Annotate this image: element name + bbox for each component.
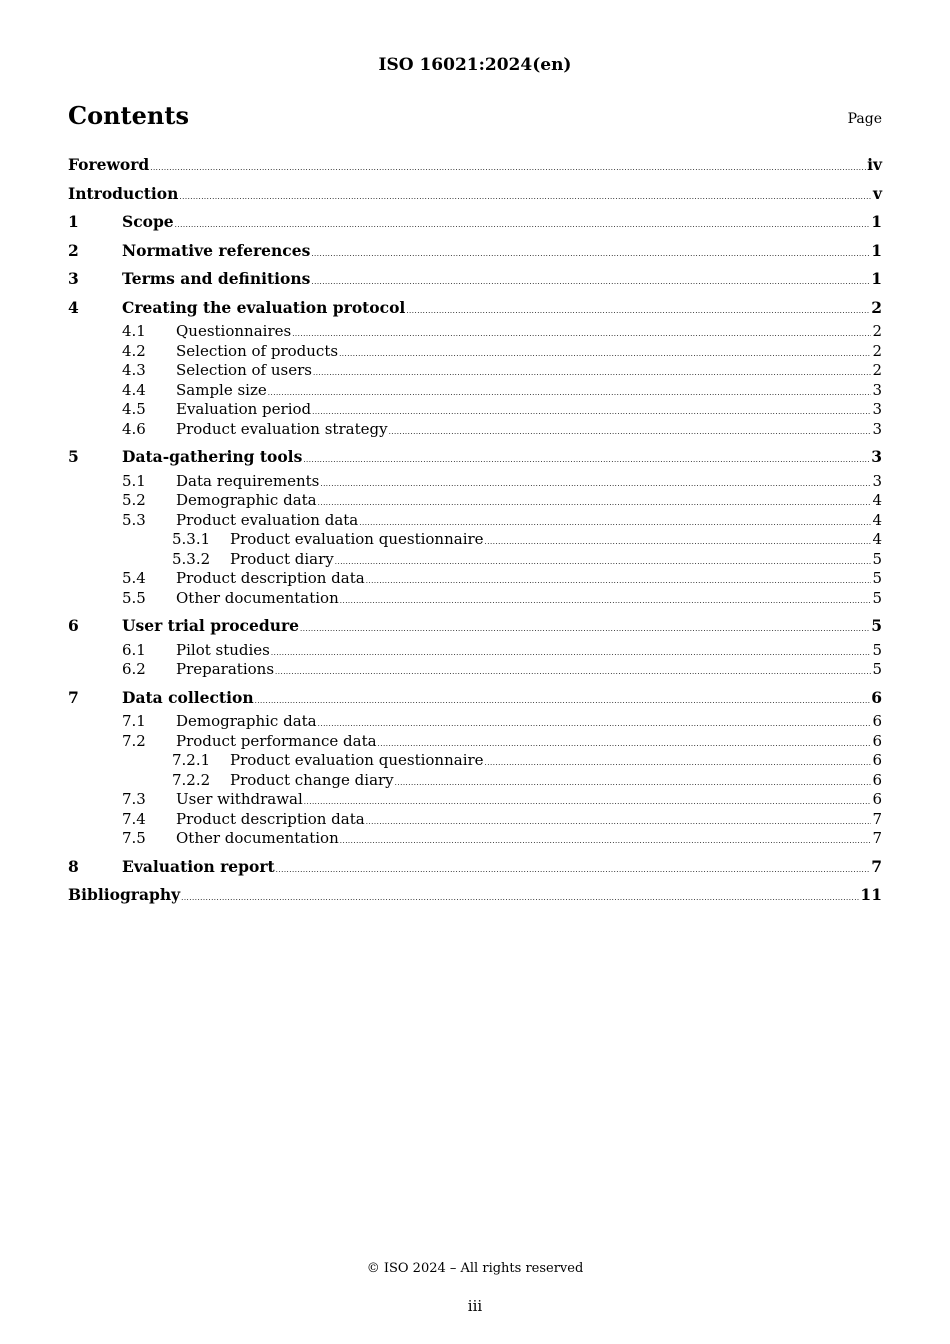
toc-entry-number: 4 xyxy=(68,297,79,317)
toc-entry-page[interactable]: 5 xyxy=(872,569,882,587)
toc-entry[interactable] xyxy=(68,612,882,641)
toc-entry-page[interactable]: 3 xyxy=(872,400,882,418)
dot-leader xyxy=(300,612,870,644)
toc-entry-page[interactable]: 4 xyxy=(872,510,882,529)
toc-entry-label[interactable]: Preparations xyxy=(176,660,275,678)
toc-entry-number: 2 xyxy=(68,240,79,260)
toc-entry[interactable] xyxy=(68,853,882,882)
toc-entry[interactable] xyxy=(68,712,882,732)
toc-entry[interactable] xyxy=(68,790,882,810)
dot-leader xyxy=(311,237,870,269)
toc-entry-label[interactable]: Questionnaires xyxy=(176,322,292,340)
toc-entry-page[interactable]: 7 xyxy=(872,829,882,847)
toc-entry-number: 5 xyxy=(68,447,79,466)
toc-entry-page[interactable]: 5 xyxy=(872,640,882,659)
toc-entry-page[interactable]: 2 xyxy=(872,341,882,360)
dot-leader xyxy=(340,589,872,612)
toc-entry-label[interactable]: Data requirements xyxy=(176,471,320,490)
toc-entry-number: 5.2 xyxy=(122,491,146,509)
toc-entry[interactable] xyxy=(68,342,882,362)
toc-entry-label[interactable]: Creating the evaluation protocol xyxy=(122,297,406,317)
toc-entry-page[interactable]: 2 xyxy=(871,297,882,317)
toc-entry-label[interactable]: Product change diary xyxy=(230,770,394,789)
toc-entry-number: 4.1 xyxy=(122,322,146,340)
toc-entry-number: 5.3.2 xyxy=(172,549,211,568)
toc-entry-label[interactable]: Normative references xyxy=(122,240,311,260)
toc-entry[interactable] xyxy=(68,684,882,713)
toc-entry[interactable] xyxy=(68,660,882,680)
toc-entry-number: 5.5 xyxy=(122,588,146,607)
toc-entry-label[interactable]: Terms and definitions xyxy=(122,269,311,288)
toc-entry[interactable] xyxy=(68,881,882,910)
toc-entry[interactable] xyxy=(68,589,882,609)
toc-entry-page[interactable]: 6 xyxy=(872,770,882,789)
toc-entry-page[interactable]: 6 xyxy=(872,731,882,750)
toc-entry-number: 6 xyxy=(68,616,79,635)
toc-entry[interactable] xyxy=(68,208,882,237)
dot-leader xyxy=(255,684,871,716)
toc-entry[interactable] xyxy=(68,530,882,550)
toc-entry-page[interactable]: 6 xyxy=(871,687,882,707)
toc-entry[interactable] xyxy=(68,361,882,381)
toc-entry-page[interactable]: 3 xyxy=(871,447,882,466)
toc-entry[interactable] xyxy=(68,151,882,180)
toc-entry-label[interactable]: Introduction xyxy=(68,183,179,203)
toc-entry-label[interactable]: Product performance data xyxy=(176,731,377,750)
toc-entry[interactable] xyxy=(68,569,882,589)
toc-entry-label[interactable]: Pilot studies xyxy=(176,640,270,659)
dot-leader xyxy=(406,294,870,326)
toc-entry-page[interactable]: 7 xyxy=(871,856,882,876)
toc-entry-number: 8 xyxy=(68,856,79,876)
toc-entry-number: 4.6 xyxy=(122,419,146,438)
dot-leader xyxy=(389,420,872,443)
toc-entry[interactable] xyxy=(68,810,882,830)
toc-entry-page[interactable]: 2 xyxy=(872,361,882,379)
toc-entry-page[interactable]: 3 xyxy=(872,471,882,490)
toc-entry-number: 1 xyxy=(68,212,79,231)
dot-leader xyxy=(181,881,859,913)
toc-entry-number: 7.2.2 xyxy=(172,770,211,789)
toc-entry-label[interactable]: Data collection xyxy=(122,687,254,707)
toc-entry-number: 7.4 xyxy=(122,809,146,828)
toc-entry-page[interactable]: 11 xyxy=(860,885,882,904)
toc-entry[interactable] xyxy=(68,443,882,472)
copyright-footer: © ISO 2024 – All rights reserved xyxy=(366,1261,584,1276)
toc-entry-page[interactable]: iv xyxy=(867,155,882,174)
toc-entry-page[interactable]: 5 xyxy=(871,616,882,635)
toc-entry-page[interactable]: 4 xyxy=(872,530,882,548)
toc-entry-label[interactable]: Foreword xyxy=(68,155,150,174)
toc-entry-label[interactable]: Other documentation xyxy=(176,829,339,847)
toc-entry[interactable] xyxy=(68,511,882,531)
toc-entry-number: 4.4 xyxy=(122,380,146,399)
page-number: iii xyxy=(467,1297,483,1315)
toc-entry-page[interactable]: 6 xyxy=(872,712,882,730)
table-of-contents xyxy=(68,151,882,910)
toc-entry-label[interactable]: Evaluation report xyxy=(122,856,275,876)
toc-entry-number: 7 xyxy=(68,687,79,707)
toc-entry-label[interactable]: Product evaluation questionnaire xyxy=(230,530,484,548)
toc-entry-label[interactable]: Demographic data xyxy=(176,491,317,509)
toc-entry-label[interactable]: User trial procedure xyxy=(122,616,299,635)
page-column-label: Page xyxy=(847,111,882,127)
toc-entry-page[interactable]: 1 xyxy=(871,212,882,231)
toc-entry[interactable] xyxy=(68,400,882,420)
toc-entry-number: 3 xyxy=(68,269,79,288)
toc-entry[interactable] xyxy=(68,420,882,440)
toc-entry-label[interactable]: Other documentation xyxy=(176,588,339,607)
toc-entry-label[interactable]: Evaluation period xyxy=(176,400,312,418)
dot-leader xyxy=(175,208,871,240)
toc-entry[interactable] xyxy=(68,180,882,209)
toc-entry-label[interactable]: Selection of users xyxy=(176,361,312,379)
toc-entry-number: 5.3 xyxy=(122,510,146,529)
toc-entry-label[interactable]: Scope xyxy=(122,212,174,231)
toc-entry-label[interactable]: Product evaluation data xyxy=(176,510,359,529)
toc-entry-number: 4.5 xyxy=(122,400,146,418)
toc-entry-label[interactable]: Product description data xyxy=(176,569,365,587)
toc-entry-number: 7.2.1 xyxy=(172,751,211,769)
toc-entry[interactable] xyxy=(68,294,882,323)
toc-entry[interactable] xyxy=(68,322,882,342)
toc-entry-number: 7.1 xyxy=(122,712,146,730)
toc-entry-page[interactable]: 1 xyxy=(871,240,882,260)
document-id-header: ISO 16021:2024(en) xyxy=(378,55,572,75)
dot-leader xyxy=(150,151,866,183)
dot-leader xyxy=(311,265,870,297)
toc-entry-page[interactable]: 6 xyxy=(872,751,882,769)
toc-entry[interactable] xyxy=(68,771,882,791)
toc-entry[interactable] xyxy=(68,265,882,294)
toc-entry-page[interactable]: 4 xyxy=(872,491,882,509)
toc-entry-label[interactable]: Demographic data xyxy=(176,712,317,730)
toc-entry-number: 7.2 xyxy=(122,731,146,750)
toc-entry-number: 5.4 xyxy=(122,569,146,587)
dot-leader xyxy=(275,660,871,683)
contents-title: Contents xyxy=(68,101,189,130)
toc-entry-label[interactable]: Product diary xyxy=(230,549,334,568)
toc-entry-label[interactable]: Sample size xyxy=(176,380,267,399)
toc-entry-label[interactable]: Data-gathering tools xyxy=(122,447,303,466)
toc-entry[interactable] xyxy=(68,491,882,511)
toc-entry-number: 5.3.1 xyxy=(172,530,211,548)
toc-entry-page[interactable]: 3 xyxy=(872,380,882,399)
toc-entry[interactable] xyxy=(68,751,882,771)
toc-entry-label[interactable]: User withdrawal xyxy=(176,790,303,808)
toc-entry[interactable] xyxy=(68,829,882,849)
toc-entry-number: 6.1 xyxy=(122,640,146,659)
toc-entry-number: 4.3 xyxy=(122,361,146,379)
toc-entry-label[interactable]: Selection of products xyxy=(176,341,339,360)
toc-entry[interactable] xyxy=(68,641,882,661)
toc-entry-page[interactable]: 5 xyxy=(872,660,882,678)
toc-entry-number: 6.2 xyxy=(122,660,146,678)
toc-entry-number: 7.3 xyxy=(122,790,146,808)
toc-entry-label[interactable]: Product evaluation questionnaire xyxy=(230,751,484,769)
toc-entry-page[interactable]: 5 xyxy=(872,549,882,568)
toc-entry-page[interactable]: 6 xyxy=(872,790,882,808)
toc-entry-page[interactable]: 3 xyxy=(872,419,882,438)
dot-leader xyxy=(276,853,871,885)
toc-entry[interactable] xyxy=(68,381,882,401)
toc-entry-number: 5.1 xyxy=(122,471,146,490)
toc-entry[interactable] xyxy=(68,472,882,492)
dot-leader xyxy=(303,443,870,475)
toc-entry-page[interactable]: 7 xyxy=(872,809,882,828)
toc-entry[interactable] xyxy=(68,550,882,570)
toc-entry-page[interactable]: 1 xyxy=(871,269,882,288)
toc-entry-label[interactable]: Product evaluation strategy xyxy=(176,419,388,438)
toc-entry-page[interactable]: v xyxy=(872,183,882,203)
toc-entry-label[interactable]: Product description data xyxy=(176,809,365,828)
dot-leader xyxy=(340,829,872,852)
toc-entry-number: 7.5 xyxy=(122,829,146,847)
toc-entry[interactable] xyxy=(68,237,882,266)
toc-entry-label[interactable]: Bibliography xyxy=(68,885,181,904)
toc-entry-page[interactable]: 2 xyxy=(872,322,882,340)
toc-entry[interactable] xyxy=(68,732,882,752)
dot-leader xyxy=(179,180,872,212)
toc-entry-number: 4.2 xyxy=(122,341,146,360)
toc-entry-page[interactable]: 5 xyxy=(872,588,882,607)
